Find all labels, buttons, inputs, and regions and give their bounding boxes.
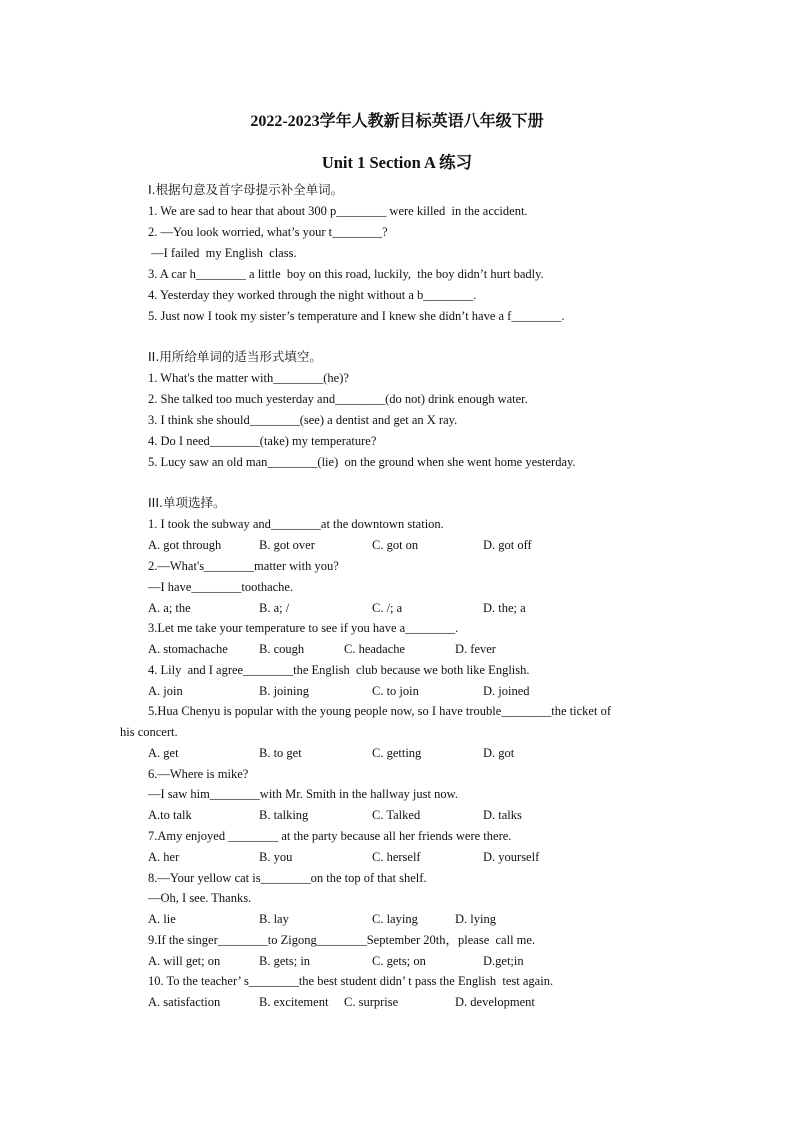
option-b: B. talking	[259, 808, 309, 822]
option-c: C. getting	[372, 746, 422, 760]
section-3-heading: III.单项选择。	[148, 495, 226, 510]
option-d: D. got off	[483, 538, 532, 552]
document-title: 2022-2023学年人教新目标英语八年级下册	[250, 113, 544, 130]
document-subtitle: Unit 1 Section A 练习	[321, 153, 473, 172]
option-b: B. to get	[259, 746, 302, 760]
s3-question-2-options	[148, 600, 708, 616]
option-d: D. talks	[483, 808, 522, 822]
s1-question-2-response: —I failed my English class.	[148, 246, 297, 260]
option-c: C. to join	[372, 684, 419, 698]
s3-question-6-options	[148, 807, 708, 823]
s2-question-2: 2. She talked too much yesterday and________(do not) drink enough water.	[148, 392, 528, 406]
s1-question-1: 1. We are sad to hear that about 300 p________ were killed in the accident.	[148, 204, 528, 218]
option-c: C. headache	[344, 642, 406, 656]
option-a: A. get	[148, 746, 179, 760]
option-d: D. got	[483, 746, 515, 760]
s3-question-1-options	[148, 537, 708, 553]
option-c: C. gets; on	[372, 954, 426, 968]
option-a: A. join	[148, 684, 183, 698]
s2-question-1: 1. What's the matter with________(he)?	[148, 371, 349, 385]
s1-question-5: 5. Just now I took my sister’s temperature and I knew she didn’t have a f________.	[148, 309, 565, 323]
s3-question-8-response: —Oh, I see. Thanks.	[148, 891, 252, 905]
option-c: C. Talked	[372, 808, 421, 822]
s3-question-7: 7.Amy enjoyed ________ at the party because all her friends were there.	[148, 829, 512, 843]
s3-question-2: 2.—What's________matter with you?	[148, 559, 339, 573]
s3-question-3: 3.Let me take your temperature to see if you have a________.	[148, 621, 459, 635]
option-a: A.to talk	[148, 808, 192, 822]
option-d: D. joined	[483, 684, 530, 698]
option-a: A. stomachache	[148, 642, 228, 656]
s3-question-9-options	[148, 953, 708, 969]
s3-question-5: 5.Hua Chenyu is popular with the young people now, so I have trouble________the ticket of	[148, 704, 611, 718]
option-d: D. fever	[455, 642, 496, 656]
s2-question-5: 5. Lucy saw an old man________(lie) on the ground when she went home yesterday.	[148, 455, 576, 469]
option-a: A. a; the	[148, 601, 191, 615]
option-b: B. lay	[259, 912, 289, 926]
option-d: D. development	[455, 995, 535, 1009]
s2-question-3: 3. I think she should________(see) a dentist and get an X ray.	[148, 413, 458, 427]
option-b: B. a; /	[259, 601, 290, 615]
s3-question-8: 8.—Your yellow cat is________on the top of that shelf.	[148, 871, 427, 885]
s3-question-3-options	[148, 641, 708, 657]
option-d: D.get;in	[483, 954, 524, 968]
option-d: D. the; a	[483, 601, 526, 615]
option-b: B. got over	[259, 538, 315, 552]
s2-question-4: 4. Do I need________(take) my temperature?	[148, 434, 377, 448]
section-1-heading: I.根据句意及首字母提示补全单词。	[148, 182, 344, 197]
section-2-heading: II.用所给单词的适当形式填空。	[148, 349, 322, 364]
s1-question-4: 4. Yesterday they worked through the night without a b________.	[148, 288, 477, 302]
s3-question-9: 9.If the singer________to Zigong________September 20th，please call me.	[148, 933, 536, 947]
option-c: C. laying	[372, 912, 418, 926]
s3-question-5-options	[148, 745, 708, 761]
option-a: A. satisfaction	[148, 995, 221, 1009]
option-b: B. joining	[259, 684, 310, 698]
s3-question-2-response: —I have________toothache.	[148, 580, 294, 594]
option-c: C. /; a	[372, 601, 403, 615]
s1-question-3: 3. A car h________ a little boy on this road, luckily, the boy didn’t hurt badly.	[148, 267, 544, 281]
s3-question-10-options	[148, 994, 708, 1010]
s3-question-6: 6.—Where is mike?	[148, 767, 249, 781]
option-a: A. will get; on	[148, 954, 221, 968]
s3-question-8-options	[148, 911, 708, 927]
s3-question-4: 4. Lily and I agree________the English club because we both like English.	[148, 663, 530, 677]
option-d: D. lying	[455, 912, 496, 926]
option-b: B. you	[259, 850, 293, 864]
option-a: A. got through	[148, 538, 222, 552]
s1-question-2: 2. —You look worried, what’s your t________?	[148, 225, 388, 239]
option-c: C. surprise	[344, 995, 399, 1009]
s3-question-5-continued: his concert.	[120, 725, 178, 739]
s3-question-7-options	[148, 849, 708, 865]
s3-question-1: 1. I took the subway and________at the downtown station.	[148, 517, 444, 531]
option-c: C. got on	[372, 538, 419, 552]
s3-question-4-options	[148, 683, 708, 699]
option-b: B. excitement	[259, 995, 329, 1009]
option-d: D. yourself	[483, 850, 540, 864]
s3-question-10: 10. To the teacher’ s________the best student didn’ t pass the English test again.	[148, 974, 554, 988]
option-c: C. herself	[372, 850, 421, 864]
option-a: A. lie	[148, 912, 176, 926]
s3-question-6-response: —I saw him________with Mr. Smith in the hallway just now.	[148, 787, 458, 801]
option-b: B. gets; in	[259, 954, 311, 968]
option-a: A. her	[148, 850, 180, 864]
option-b: B. cough	[259, 642, 305, 656]
